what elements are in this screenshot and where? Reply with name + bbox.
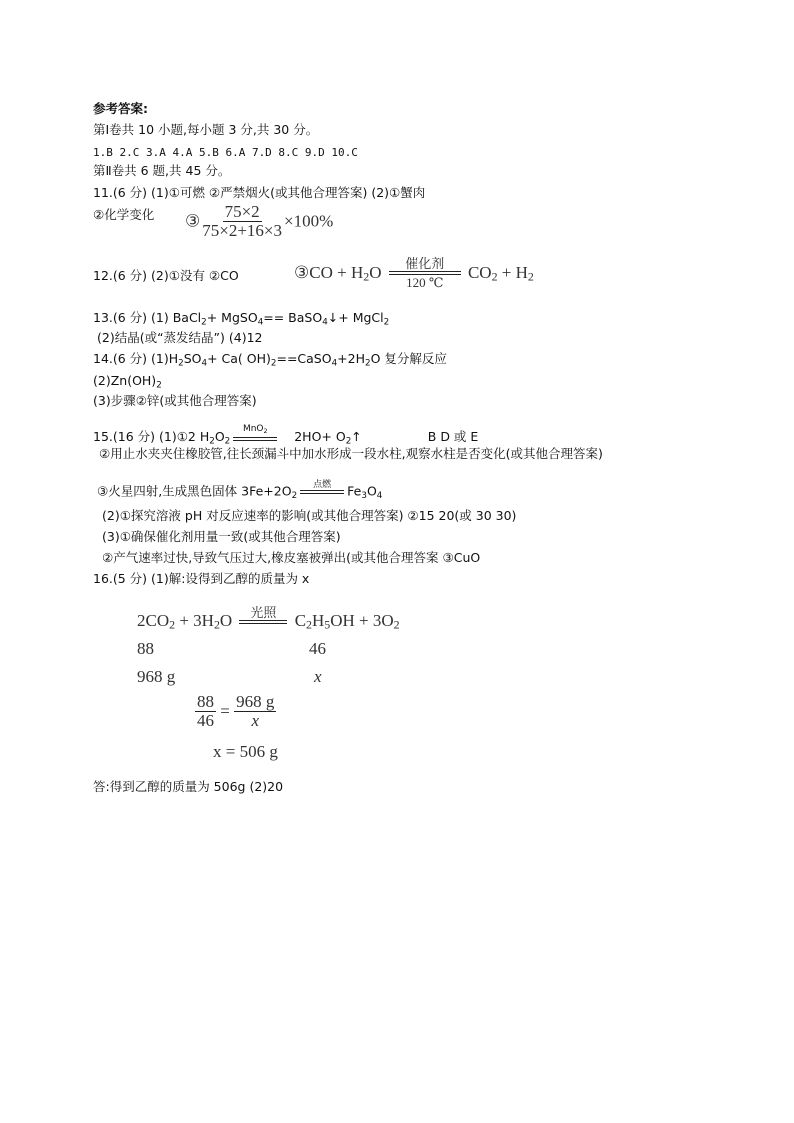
part2-intro: 第Ⅱ卷共 6 题,共 45 分。 — [93, 163, 231, 178]
q12-eq-sub: 2 — [363, 269, 370, 284]
q15-line5: (3)①确保催化剂用量一致(或其他合理答案) — [102, 529, 341, 544]
q16-equation: $2CO_2 + 3H_2O$ 光照 $C_2H_5OH + 3O_2$ — [137, 604, 400, 632]
q15-line3-c: O — [366, 483, 377, 499]
q12-eq-sub3: 2 — [527, 269, 534, 284]
q15-line3: ③火星四射,生成黑色固体 $3Fe+2O_2$ 点燃 $Fe_3O_4$ — [97, 480, 382, 504]
q12-eq-arrow — [389, 256, 461, 290]
q11-formula-suffix: ×100% — [284, 211, 334, 231]
part1-intro: 第Ⅰ卷共 10 小题,每小题 3 分,共 30 分。 — [93, 122, 319, 137]
q16-frac2 — [234, 693, 276, 730]
q16-eq-left: 2CO — [137, 611, 170, 631]
q11-fraction-den: 75×2+16×3 — [202, 220, 283, 240]
q15-line3-b: Fe — [347, 483, 362, 499]
q12-equation — [294, 256, 534, 290]
q13-line2: (2)结晶(或“蒸发结晶”) (4)12 — [97, 330, 263, 345]
q13-part-b: + MgSO — [206, 310, 258, 325]
part1-answers: 1.B 2.C 3.A 4.A 5.B 6.A 7.D 8.C 9.D 10.C — [93, 146, 358, 159]
q15-cond1-top: MnO$_2$ — [242, 424, 268, 435]
q15-part-e: ↑ — [351, 428, 362, 444]
q13-part-c: == BaSO — [263, 310, 323, 325]
q13-line1: 13.(6 分) (1) BaCl$_2$+ MgSO$_4$== BaSO$_4$↓+ MgCl$_2$ — [93, 310, 390, 328]
q11-formula-prefix: ③ — [185, 211, 201, 231]
q11-line2: ②化学变化 — [93, 207, 155, 222]
q16-mass-46: 46 — [309, 639, 326, 658]
q16-eq-right: C — [294, 611, 307, 631]
q15-arrow-2 — [300, 480, 344, 504]
q14-part-b: SO — [183, 351, 202, 366]
q16-frac2-den: x — [251, 710, 259, 730]
q16-mass-88: 88 — [137, 639, 154, 658]
q15-line6: ②产气速率过快,导致气压过大,橡皮塞被弹出(或其他合理答案 ③CuO — [102, 550, 481, 565]
q14-part-d: ==CaSO — [276, 351, 332, 366]
q16-result: x = 506 g — [213, 742, 278, 761]
q12-eq-cond-bot: 120 ℃ — [406, 275, 444, 290]
q14-part-a: 14.(6 分) (1)H — [93, 351, 179, 366]
q11-line1: 11.(6 分) (1)①可燃 ②严禁烟火(或其他合理答案) (2)①蟹肉 — [93, 185, 426, 200]
q16-eq-arrow — [239, 605, 287, 624]
q13-part-d: ↓+ MgCl — [327, 310, 384, 325]
q16-given-mass: 968 g — [137, 667, 176, 686]
q16-proportion: $\frac{88}{46}$ = $\frac{968 g}{x}$ — [197, 692, 275, 730]
q12-eq-right2: + H — [497, 263, 528, 282]
q14-line2-text: (2)Zn(OH) — [93, 373, 157, 388]
q15-part-a: 15.(16 分) (1)①2 H — [93, 428, 210, 444]
q15-line4: (2)①探究溶液 pH 对反应速率的影响(或其他合理答案) ②15 20(或 30 30) — [102, 508, 517, 523]
q14-part-f: O 复分解反应 — [370, 351, 447, 366]
q16-frac1-num: 88 — [197, 692, 214, 711]
q16-frac2-num: 968 g — [236, 692, 275, 711]
q16-eq-right2: H — [311, 611, 325, 631]
q16-eq-left3: O — [219, 611, 233, 631]
q16-eq-cond: 光照 — [250, 604, 277, 620]
q15-part-b: O — [214, 428, 225, 444]
q16-frac1-den: 46 — [197, 710, 214, 730]
q15-line1: 15.(16 分) (1)①2 $H_2O_2$ MnO$_2$ $2HO+ O_2↑$ B D 或 E — [93, 424, 478, 451]
q16-answer: 答:得到乙醇的质量为 506g (2)20 — [93, 779, 284, 794]
q16-unknown-x: x — [314, 667, 322, 686]
q11-fraction — [200, 203, 284, 240]
q15-line3-a: ③火星四射,生成黑色固体 3Fe+2O — [97, 483, 292, 499]
q11-fraction-num: 75×2 — [224, 202, 260, 221]
q14-part-e: +2H — [337, 351, 365, 366]
q12-line: 12.(6 分) (2)①没有 ②CO — [93, 268, 239, 283]
q12-eq-sub2: 2 — [491, 269, 498, 284]
answers-heading: 参考答案: — [93, 101, 148, 116]
q12-eq-cond-top: 催化剂 — [405, 256, 445, 271]
q16-eq-right3: OH + 3O — [330, 611, 394, 631]
q12-eq-right1: CO — [467, 263, 492, 282]
q15-part-f: B D 或 E — [427, 428, 479, 444]
q14-part-c: + Ca( OH) — [207, 351, 271, 366]
q14-line3: (3)步骤②锌(或其他合理答案) — [93, 393, 257, 408]
q15-part-d: O+ O — [311, 428, 346, 444]
q16-line1: 16.(5 分) (1)解:设得到乙醇的质量为 x — [93, 571, 310, 586]
q15-part-c: 2H — [294, 428, 312, 444]
q13-part-a: 13.(6 分) (1) BaCl — [93, 310, 202, 325]
q16-eq-bar — [239, 620, 287, 624]
q12-eq-mid: O — [369, 263, 382, 282]
q15-line2: ②用止水夹夹住橡胶管,往长颈漏斗中加水形成一段水柱,观察水柱是否变化(或其他合理答案) — [99, 446, 603, 461]
q12-eq-left: ③CO + H — [294, 263, 364, 282]
q14-line2: $(2)Zn(OH)_2$ — [93, 373, 162, 391]
q16-frac1 — [195, 693, 216, 730]
q14-line1: 14.(6 分) $(1)H_2SO_4+ Ca$( $OH)_2==CaSO_4+2H_2O$ 复分解反应 — [93, 351, 447, 369]
q16-eq-left2: + 3H — [175, 611, 214, 631]
q15-cond2-top: 点燃 — [313, 480, 332, 490]
q11-formula — [185, 203, 333, 240]
